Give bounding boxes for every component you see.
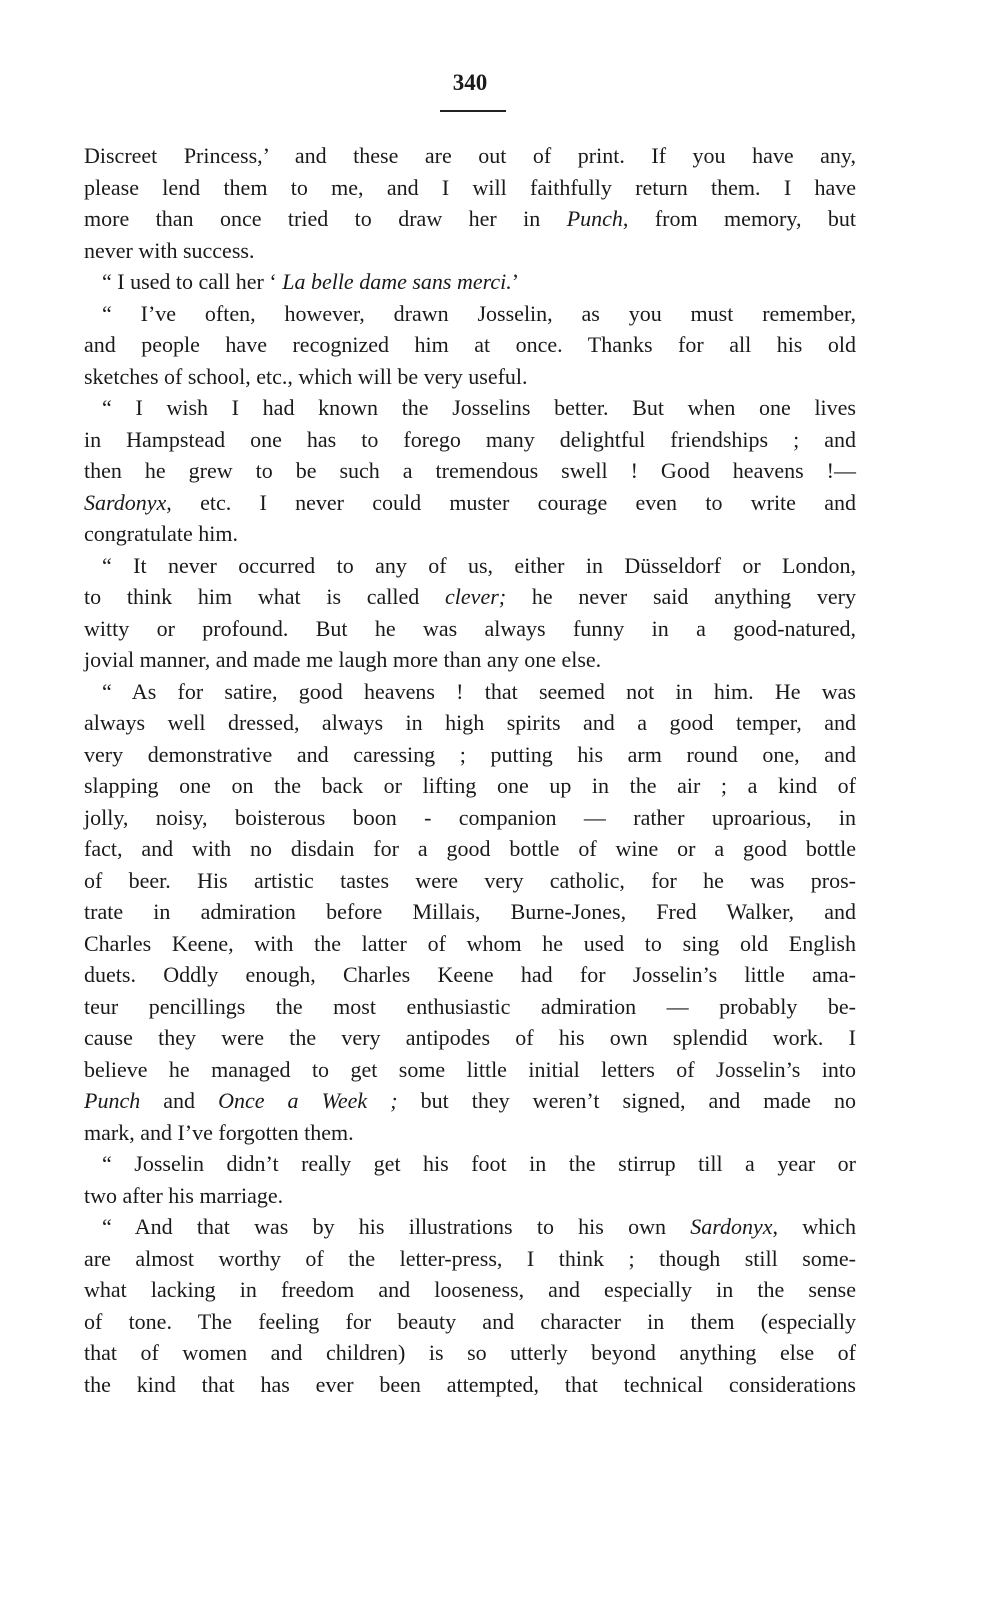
text-run: very demonstrative and caressing ; putting his arm round one, and (84, 741, 856, 767)
text-line (84, 455, 856, 487)
text-run: witty or profound. But he was always funny in a good-natured, (84, 615, 856, 641)
text-line (84, 266, 856, 298)
text-line (84, 550, 856, 582)
text-line (84, 959, 856, 991)
text-line (84, 172, 856, 204)
text-line (84, 487, 856, 519)
text-run: always well dressed, always in high spirits and a good temper, and (84, 710, 856, 735)
text-line-content (102, 266, 856, 298)
text-run: sketches of school, etc., which will be very useful. (84, 363, 528, 389)
text-line-content (84, 455, 856, 487)
text-run: but they weren’t signed, and made no (397, 1088, 856, 1113)
text-run: ’ (511, 269, 520, 294)
text-line-content (84, 1022, 856, 1054)
text-line-content (84, 707, 856, 739)
text-run: what lacking in freedom and looseness, and especially in the sense (84, 1277, 856, 1302)
text-run: slapping one on the back or lifting one up in the air ; a kind of (84, 773, 856, 798)
text-run: are almost worthy of the letter-press, I think ; though still some- (84, 1245, 856, 1271)
text-run: jolly, noisy, boisterous boon - companion — rather uproarious, in (84, 804, 856, 830)
text-run: , from memory, but (622, 206, 856, 231)
text-line-content (84, 865, 856, 897)
text-line (84, 1306, 856, 1338)
text-line-content (84, 487, 856, 519)
text-run: “ Josselin didn’t really get his foot in the stirrup till a year or (102, 1151, 856, 1176)
text-run: “ I used to call her ‘ (102, 269, 283, 294)
text-line (84, 518, 856, 550)
text-line-content (84, 203, 856, 235)
text-line (84, 644, 856, 676)
text-run: the kind that has ever been attempted, that technical considerations (84, 1371, 856, 1397)
text-line-content (84, 833, 856, 865)
text-line-content (102, 392, 856, 424)
text-line-content (84, 1180, 856, 1212)
text-line (84, 833, 856, 865)
text-run: and people have recognized him at once. Thanks for all his old (84, 332, 856, 357)
text-line-content (84, 991, 856, 1023)
text-line (84, 676, 856, 708)
text-line-content (102, 550, 856, 582)
italic-text: Sardonyx (690, 1214, 773, 1239)
text-line-content (102, 676, 856, 708)
text-line-content (102, 298, 856, 330)
italic-text: Punch (84, 1088, 141, 1113)
text-line (84, 329, 856, 361)
text-line (84, 1148, 856, 1180)
text-run: fact, and with no disdain for a good bottle of wine or a good bottle (84, 836, 856, 861)
text-run: Discreet Princess,’ and these are out of print. If you have any, (84, 143, 856, 168)
text-line (84, 298, 856, 330)
text-line (84, 361, 856, 393)
text-run: that of women and children) is so utterly beyond anything else of (84, 1340, 856, 1365)
text-run: , which (772, 1214, 856, 1239)
text-line-content (84, 959, 856, 991)
text-line (84, 140, 856, 172)
text-line (84, 613, 856, 645)
text-line-content (84, 1306, 856, 1338)
text-line (84, 802, 856, 834)
text-line-content (84, 928, 856, 960)
text-line (84, 1022, 856, 1054)
text-line-content (84, 172, 856, 204)
text-line (84, 1117, 856, 1149)
text-run: to think him what is called (84, 584, 446, 609)
text-line-content (84, 424, 856, 456)
text-line (84, 392, 856, 424)
text-line-content (84, 802, 856, 834)
text-line-content (84, 739, 856, 771)
text-line-content (84, 1369, 856, 1401)
text-line (84, 235, 856, 267)
text-line (84, 1243, 856, 1275)
body-text (84, 140, 856, 1400)
text-line (84, 1369, 856, 1401)
text-line-content (84, 644, 856, 676)
header-rule (440, 110, 506, 112)
text-run: “ And that was by his illustrations to his own (102, 1214, 691, 1239)
text-line-content (84, 1054, 856, 1086)
text-run: believe he managed to get some little initial letters of Josselin’s into (84, 1056, 856, 1082)
text-run: duets. Oddly enough, Charles Keene had for Josselin’s little ama- (84, 962, 856, 987)
italic-text: Once a Week ; (218, 1088, 398, 1113)
text-line-content (102, 1211, 856, 1243)
text-line (84, 865, 856, 897)
text-run: Charles Keene, with the latter of whom he used to sing old English (84, 930, 856, 956)
text-line-content (84, 896, 856, 928)
italic-text: clever; (445, 584, 507, 609)
text-run: he never said anything very (506, 584, 856, 609)
text-run: and (140, 1088, 219, 1113)
italic-text: Sardonyx (84, 489, 167, 515)
text-run: trate in admiration before Millais, Burne-Jones, Fred Walker, and (84, 899, 856, 924)
text-line-content (84, 1117, 856, 1149)
text-run: never with success. (84, 237, 255, 263)
text-line-content (84, 361, 856, 393)
text-run: mark, and I’ve forgotten them. (84, 1119, 354, 1145)
text-line (84, 1274, 856, 1306)
text-line (84, 896, 856, 928)
italic-text: La belle dame sans merci. (282, 269, 512, 294)
text-line (84, 424, 856, 456)
text-line (84, 1054, 856, 1086)
text-run: then he grew to be such a tremendous swell ! Good heavens !— (84, 458, 856, 483)
text-run: “ I wish I had known the Josselins better. But when one lives (102, 395, 856, 420)
text-line (84, 739, 856, 771)
text-line-content (84, 518, 856, 550)
text-line (84, 203, 856, 235)
text-run: of beer. His artistic tastes were very catholic, for he was pros- (84, 867, 856, 893)
text-run: two after his marriage. (84, 1182, 284, 1208)
text-run: “ It never occurred to any of us, either in Düsseldorf or London, (102, 552, 856, 578)
text-run: “ As for satire, good heavens ! that seemed not in him. He was (102, 678, 856, 704)
text-line-content (84, 140, 856, 172)
text-line-content (84, 1274, 856, 1306)
text-line-content (84, 1337, 856, 1369)
text-run: , etc. I never could muster courage even to write and (166, 489, 856, 515)
italic-text: Punch (566, 206, 623, 231)
text-run: “ I’ve often, however, drawn Josselin, as you must remember, (102, 300, 856, 326)
text-line (84, 1085, 856, 1117)
text-line-content (84, 613, 856, 645)
text-line-content (84, 1243, 856, 1275)
text-line (84, 1337, 856, 1369)
text-line (84, 770, 856, 802)
text-line-content (84, 235, 856, 267)
text-run: please lend them to me, and I will faithfully return them. I have (84, 174, 856, 200)
text-line (84, 1180, 856, 1212)
text-run: in Hampstead one has to forego many delightful friendships ; and (84, 426, 856, 452)
text-line-content (84, 581, 856, 613)
text-line (84, 1211, 856, 1243)
text-line (84, 707, 856, 739)
text-line-content (102, 1148, 856, 1180)
text-line (84, 928, 856, 960)
text-line (84, 581, 856, 613)
text-run: of tone. The feeling for beauty and character in them (especially (84, 1308, 856, 1334)
text-line (84, 991, 856, 1023)
text-run: teur pencillings the most enthusiastic admiration — probably be- (84, 993, 856, 1019)
text-run: congratulate him. (84, 521, 238, 546)
text-run: cause they were the very antipodes of his own splendid work. I (84, 1025, 856, 1050)
text-line-content (84, 329, 856, 361)
text-line-content (84, 1085, 856, 1117)
text-line-content (84, 770, 856, 802)
page-number: 340 (452, 70, 488, 95)
text-run: jovial manner, and made me laugh more than any one else. (84, 647, 602, 672)
text-run: more than once tried to draw her in (84, 206, 567, 231)
